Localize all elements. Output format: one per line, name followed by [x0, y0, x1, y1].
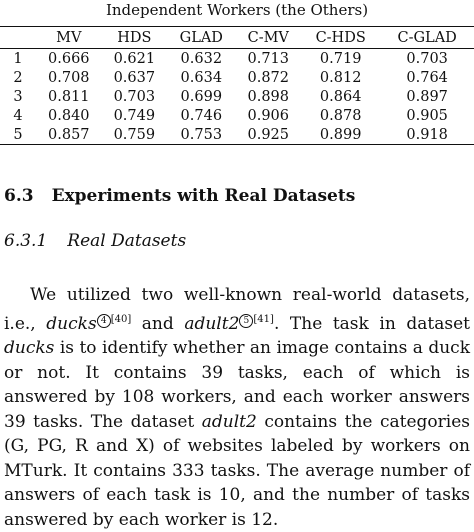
table-row — [0, 125, 474, 145]
table-cell: 0.864 — [319, 88, 362, 105]
table-cell: 3 — [13, 88, 23, 105]
table-cell: 0.857 — [48, 126, 90, 143]
section-title: Experiments with Real Datasets — [51, 186, 356, 206]
section-heading — [4, 186, 355, 206]
table-cell: 0.634 — [180, 69, 223, 86]
table-cell: 4 — [13, 107, 23, 124]
table-caption: Independent Workers (the Others) — [105, 1, 369, 19]
table-cell: 0.764 — [406, 69, 448, 86]
table-cell: 0.897 — [406, 88, 448, 105]
table-cell: 0.812 — [319, 69, 362, 86]
table-cell: 0.632 — [180, 50, 223, 67]
paragraph-text: contains the categories (G, PG, R and X) of websites labeled by workers on MTurk. It contains 333 tasks. The average number of answers of each task is 10, and the number of tasks answered by each worker is 12. — [4, 411, 470, 530]
table-cell: 0.899 — [319, 126, 362, 143]
table-cell: 0.811 — [48, 88, 90, 105]
table-cell: 0.749 — [113, 107, 156, 124]
paragraph-text: We utilized two well-known real-world datasets, i.e., — [4, 285, 470, 334]
footnote-marker: 4 — [97, 314, 111, 328]
table-cell: 0.898 — [247, 88, 290, 105]
table-cell: 0.621 — [113, 50, 156, 67]
table-row — [0, 49, 474, 69]
subsection-title: Real Datasets — [67, 231, 187, 251]
table-row — [0, 106, 474, 125]
body-paragraph — [4, 283, 470, 532]
dataset-adult2: adult2 — [184, 313, 240, 334]
footnote-marker: 5 — [239, 314, 253, 328]
table-cell: 0.906 — [247, 107, 290, 124]
table-cell: 0.708 — [48, 69, 90, 86]
table-cell: 0.746 — [180, 107, 223, 124]
table-cell: 0.713 — [247, 50, 290, 67]
table-cell: 0.719 — [319, 50, 362, 67]
header-hds: HDS — [117, 29, 152, 46]
paragraph-text: . The task in dataset — [273, 313, 470, 334]
table-cell: 5 — [13, 126, 23, 143]
subsection-number: 6.3.1 — [4, 231, 48, 251]
table-cell: 0.666 — [48, 50, 90, 67]
table-cell: 0.918 — [406, 126, 448, 143]
table-cell: 0.925 — [247, 126, 290, 143]
table-cell: 0.872 — [247, 69, 290, 86]
table-cell: 0.703 — [406, 50, 448, 67]
results-table — [0, 26, 474, 145]
subsection-heading — [4, 231, 186, 251]
dataset-ducks: ducks — [4, 338, 55, 358]
dataset-adult2: adult2 — [201, 411, 257, 432]
dataset-ducks: ducks — [46, 313, 97, 334]
table-cell: 0.703 — [113, 88, 156, 105]
table-header-row — [0, 27, 474, 49]
table-row — [0, 68, 474, 87]
header-c-glad: C-GLAD — [397, 29, 457, 46]
table-cell: 0.637 — [113, 69, 156, 86]
table-cell: 0.840 — [48, 107, 90, 124]
table-cell: 1 — [13, 50, 23, 67]
section-number: 6.3 — [4, 186, 34, 206]
header-index — [0, 27, 36, 49]
table-cell: 2 — [13, 69, 23, 86]
citation-ref: [40] — [110, 313, 132, 325]
table-cell: 0.753 — [180, 126, 223, 143]
paragraph-text: and — [131, 313, 185, 334]
header-c-hds: C-HDS — [315, 29, 366, 46]
header-mv: MV — [56, 29, 82, 46]
table-cell: 0.699 — [180, 88, 223, 105]
table-cell: 0.759 — [113, 126, 156, 143]
paragraph-text: is to identify whether an image contains a duck or not. It contains 39 tasks, each of which is answered by 108 workers, and each worker answers 39 tasks. The dataset — [4, 338, 470, 432]
header-glad: GLAD — [179, 29, 223, 46]
table-cell: 0.878 — [319, 107, 362, 124]
citation-ref: [41] — [253, 313, 274, 325]
table-row — [0, 87, 474, 106]
header-c-mv: C-MV — [247, 29, 289, 46]
table-cell: 0.905 — [406, 107, 448, 124]
